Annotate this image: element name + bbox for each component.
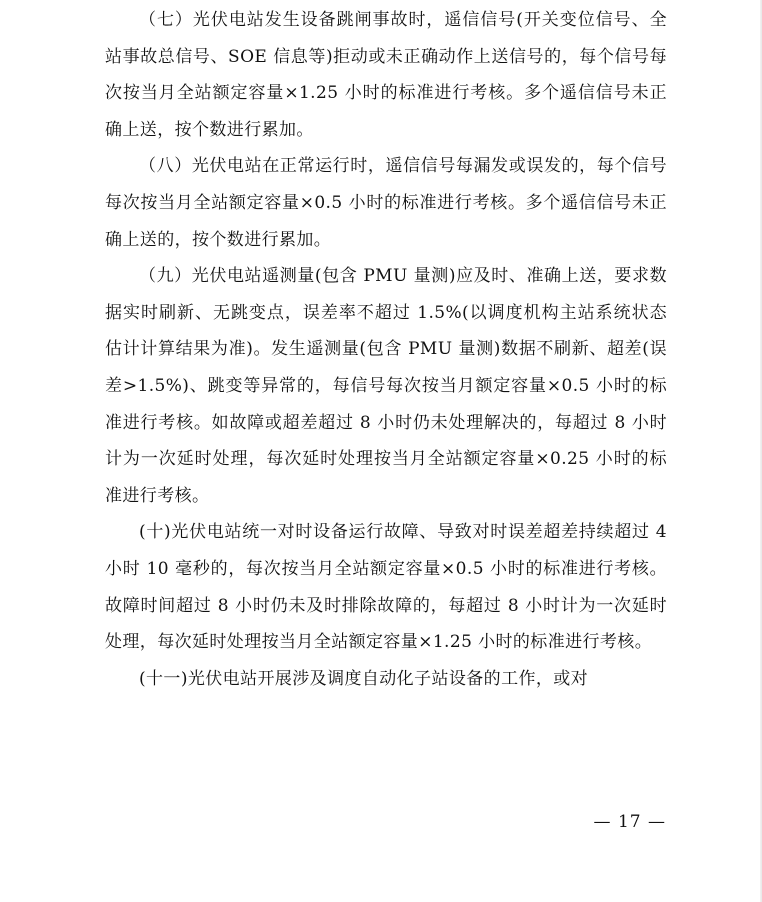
paragraph-8: （八）光伏电站在正常运行时，遥信信号每漏发或误发的，每个信号每次按当月全站额定容量×0.5 小时的标准进行考核。多个遥信信号未正确上送的，按个数进行累加。 — [105, 156, 667, 250]
paragraph-9: （九）光伏电站遥测量(包含 PMU 量测)应及时、准确上送，要求数据实时刷新、无跳变点，误差率不超过 1.5%(以调度机构主站系统状态估计计算结果为准)。发生遥测量(包含 PMU 量测)数据不刷新、超差(误差>1.5%)、跳变等异常的，每信号每次按当月额定容量×0.5 小时的标准进行考核。如故障或超差超过 8 小时仍未处理解决的，每超过 8 小时计为一次延时处理，每次延时处理按当月全站额定容量×0.25 小时的标准进行考核。 — [105, 266, 667, 506]
paragraph-10: (十)光伏电站统一对时设备运行故障、导致对时误差超差持续超过 4 小时 10 毫秒的，每次按当月全站额定容量×0.5 小时的标准进行考核。故障时间超过 8 小时仍未及时排除故障的，每超过 8 小时计为一次延时处理，每次延时处理按当月全站额定容量×1.25 小时的标准进行考核。 — [105, 522, 667, 653]
paragraph-11: (十一)光伏电站开展涉及调度自动化子站设备的工作，或对 — [139, 668, 589, 689]
document-body — [105, 2, 667, 697]
page-number: — 17 — — [593, 812, 666, 832]
paragraph-7: （七）光伏电站发生设备跳闸事故时，遥信信号(开关变位信号、全站事故总信号、SOE 信息等)拒动或未正确动作上送信号的，每个信号每次按当月全站额定容量×1.25 小时的标准进行考核。多个遥信信号未正确上送，按个数进行累加。 — [105, 10, 667, 140]
